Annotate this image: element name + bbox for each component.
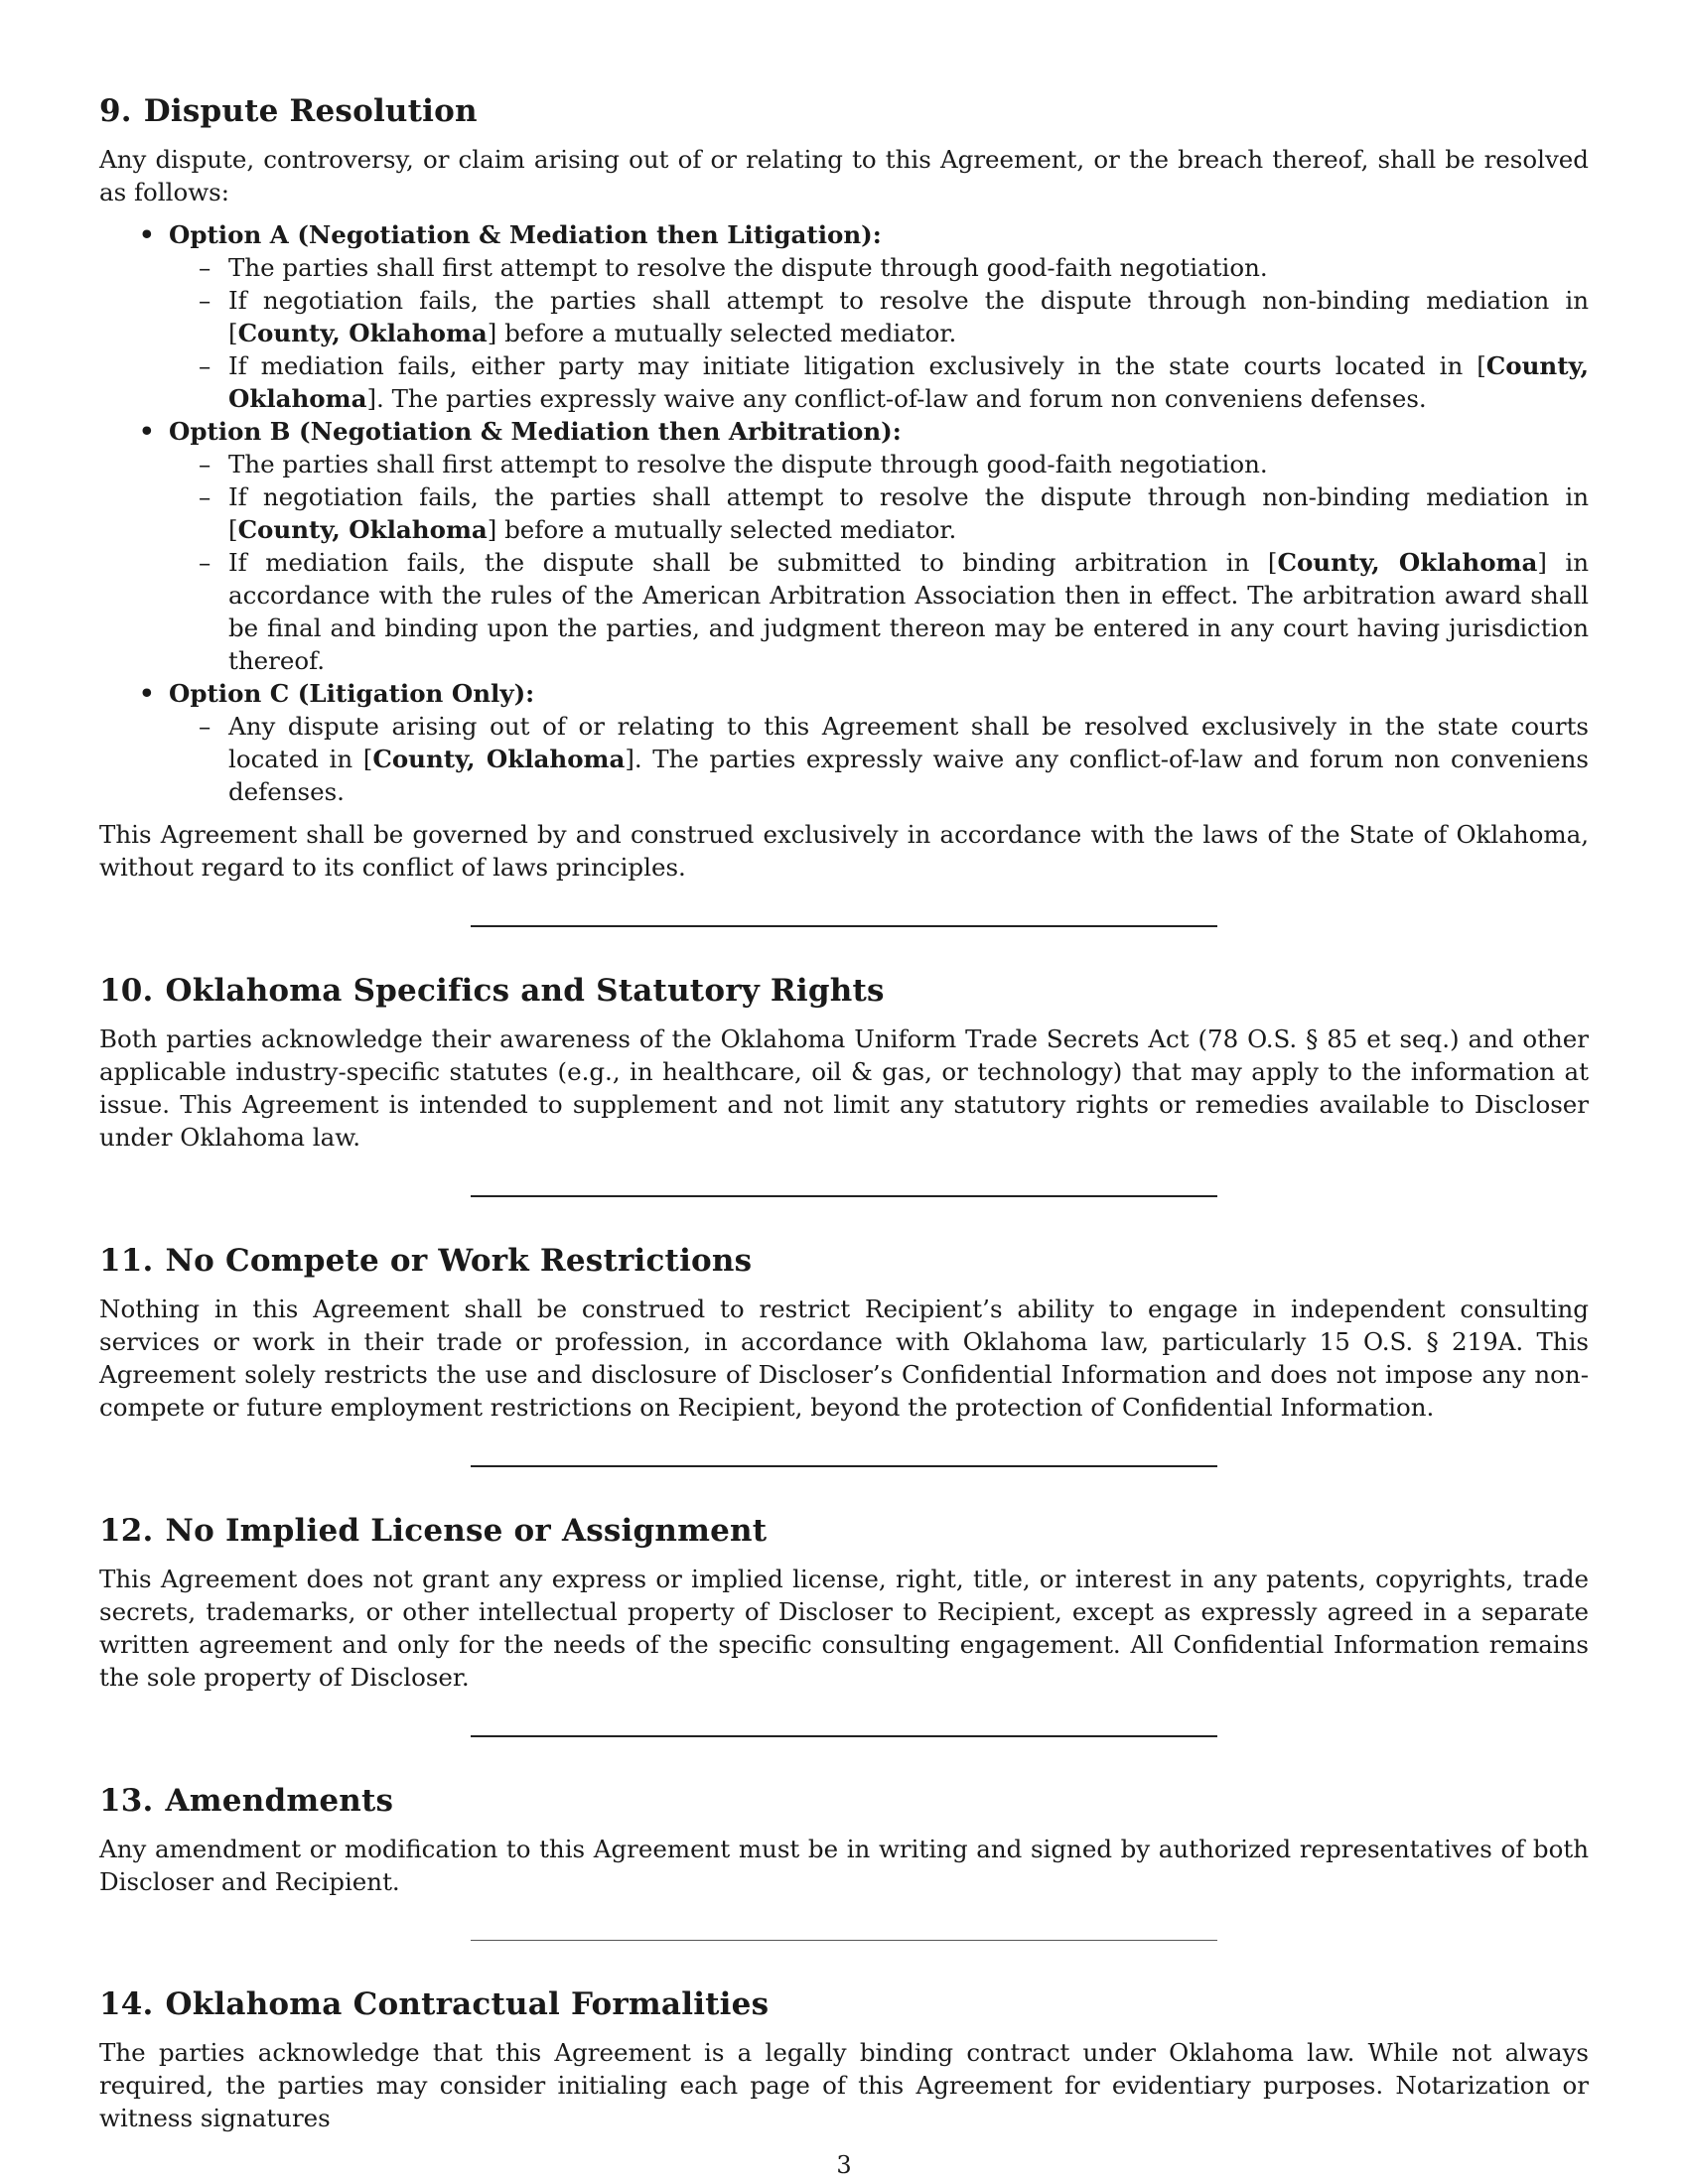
- placeholder-county: County, Oklahoma: [237, 515, 488, 544]
- option-sub-list: [169, 251, 1589, 415]
- dash-icon: –: [199, 548, 211, 577]
- page-number: 3: [836, 2151, 852, 2179]
- list-item: – Any dispute arising out of or relating to this Agreement shall be resolved exclusively in the state courts located in [County, Oklahoma]. The parties expressly waive any conflict-of-law and forum non conveniens defenses.: [199, 712, 1590, 806]
- bullet-icon: •: [139, 679, 155, 708]
- placeholder-county: County, Oklahoma: [228, 351, 1589, 413]
- section-contractual-formalities: [99, 1984, 1589, 2134]
- option-title: Option B (Negotiation & Mediation then Arbitration):: [169, 417, 902, 446]
- section-heading: 10. Oklahoma Specifics and Statutory Rights: [99, 973, 885, 1009]
- list-item: – The parties shall first attempt to resolve the dispute through good-faith negotiation.: [199, 253, 1268, 282]
- dash-icon: –: [199, 482, 211, 511]
- section-no-compete: [99, 1241, 1589, 1424]
- section-amendments: [99, 1781, 1589, 1898]
- option-title: Option A (Negotiation & Mediation then Litigation):: [169, 220, 882, 249]
- section-body: This Agreement does not grant any express or implied license, right, title, or interest in any patents, copyrights, trade secrets, trademarks, or other intellectual property of Discloser to Recipient, except as expressly agreed in a separate written agreement and only for the needs of the specific consulting engagement. All Confidential Information remains the sole property of Discloser.: [99, 1565, 1589, 1692]
- section-no-implied-license: [99, 1511, 1589, 1694]
- option-title: Option C (Litigation Only):: [169, 679, 535, 708]
- list-item: – If negotiation fails, the parties shall attempt to resolve the dispute through non-binding mediation in [County, Oklahoma] before a mutually selected mediator.: [199, 286, 1589, 347]
- section-heading: 11. No Compete or Work Restrictions: [99, 1243, 753, 1279]
- section-heading: 14. Oklahoma Contractual Formalities: [99, 1986, 770, 2022]
- option-sub-list: [169, 710, 1589, 808]
- section-divider: [471, 1195, 1217, 1197]
- bullet-icon: •: [139, 417, 155, 446]
- section-divider: [471, 1465, 1217, 1467]
- section-heading: 12. No Implied License or Assignment: [99, 1513, 768, 1549]
- placeholder-county: County, Oklahoma: [237, 319, 488, 347]
- section-divider: [471, 1735, 1217, 1737]
- list-item: – If mediation fails, either party may initiate litigation exclusively in the state courts located in [County, Oklahoma]. The parties expressly waive any conflict-of-law and forum non conveniens defenses.: [199, 351, 1589, 413]
- section-intro: Any dispute, controversy, or claim arising out of or relating to this Agreement, or the breach thereof, shall be resolved as follows:: [99, 145, 1589, 206]
- option-a: [99, 218, 1589, 415]
- section-dispute-resolution: [99, 91, 1589, 884]
- section-body: The parties acknowledge that this Agreement is a legally binding contract under Oklahoma law. While not always required, the parties may consider initialing each page of this Agreement for evidentiary purposes. Notarization or witness signatures: [99, 2038, 1589, 2132]
- dash-icon: –: [199, 450, 211, 478]
- dash-icon: –: [199, 712, 211, 741]
- option-b: [99, 415, 1589, 677]
- section-divider: [471, 925, 1217, 927]
- bullet-icon: •: [139, 220, 155, 249]
- list-item: – If mediation fails, the dispute shall be submitted to binding arbitration in [County, Oklahoma] in accordance with the rules of the American Arbitration Association then in effect. The arbitration award shall be final and binding upon the parties, and judgment thereon may be entered in any court having jurisdiction thereof.: [199, 548, 1590, 675]
- dash-icon: –: [199, 286, 211, 315]
- document-page: [99, 91, 1589, 2136]
- placeholder-county: County, Oklahoma: [1277, 548, 1538, 577]
- option-sub-list: [169, 448, 1589, 677]
- dash-icon: –: [199, 351, 211, 380]
- section-body: Both parties acknowledge their awareness of the Oklahoma Uniform Trade Secrets Act (78 O.S. § 85 et seq.) and other applicable industry-specific statutes (e.g., in healthcare, oil & gas, or technology) that may apply to the information at issue. This Agreement is intended to supplement and not limit any statutory rights or remedies available to Discloser under Oklahoma law.: [99, 1024, 1589, 1152]
- section-heading: 13. Amendments: [99, 1783, 394, 1819]
- section-divider: [471, 1940, 1217, 1941]
- placeholder-county: County, Oklahoma: [372, 745, 626, 773]
- option-c: [99, 677, 1589, 808]
- section-body: Any amendment or modification to this Agreement must be in writing and signed by authorized representatives of both Discloser and Recipient.: [99, 1835, 1589, 1896]
- list-item: – If negotiation fails, the parties shall attempt to resolve the dispute through non-binding mediation in [County, Oklahoma] before a mutually selected mediator.: [199, 482, 1589, 544]
- section-oklahoma-specifics: [99, 971, 1589, 1154]
- section-heading: 9. Dispute Resolution: [99, 93, 478, 129]
- governing-law-text: This Agreement shall be governed by and construed exclusively in accordance with the laws of the State of Oklahoma, without regard to its conflict of laws principles.: [99, 820, 1589, 882]
- list-item: – The parties shall first attempt to resolve the dispute through good-faith negotiation.: [199, 450, 1268, 478]
- options-list: [99, 218, 1589, 808]
- dash-icon: –: [199, 253, 211, 282]
- section-body: Nothing in this Agreement shall be construed to restrict Recipient’s ability to engage in independent consulting services or work in their trade or profession, in accordance with Oklahoma law, particularly 15 O.S. § 219A. This Agreement solely restricts the use and disclosure of Discloser’s Confidential Information and does not impose any non-compete or future employment restrictions on Recipient, beyond the protection of Confidential Information.: [99, 1295, 1589, 1422]
